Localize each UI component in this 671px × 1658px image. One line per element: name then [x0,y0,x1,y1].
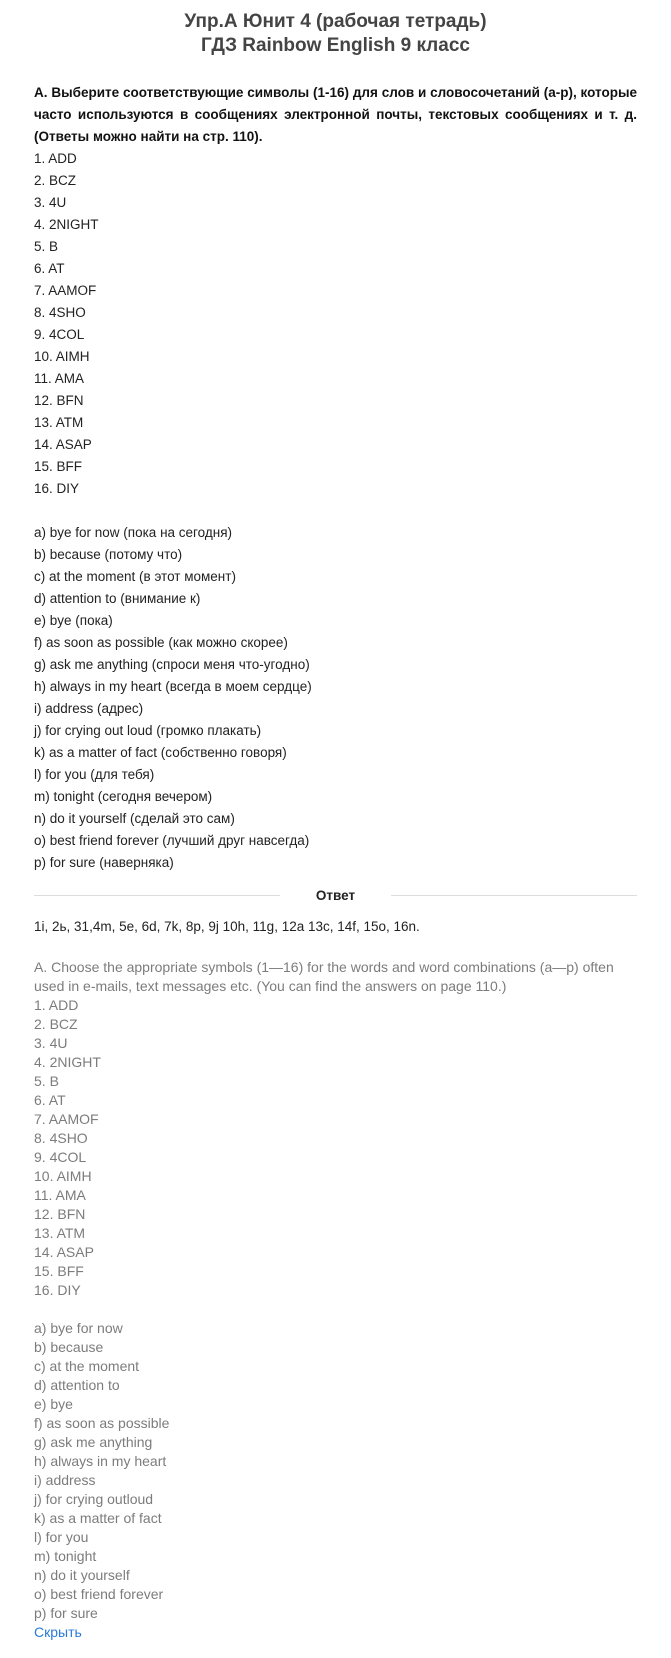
phrases-list [34,522,637,874]
task-content [0,82,671,1642]
translation-symbol-item: 16. DIY [34,1282,81,1298]
translation-block [34,958,637,1642]
symbol-item: 3. 4U [34,195,67,210]
translation-symbol-item: 15. BFF [34,1263,84,1279]
phrase-item: g) ask me anything (спроси меня что-угодно) [34,657,310,672]
answer-label: Ответ [315,887,356,903]
symbol-item: 15. BFF [34,459,83,474]
symbol-item: 14. ASAP [34,437,92,452]
symbol-item: 16. DIY [34,481,80,496]
phrase-item: c) at the moment (в этот момент) [34,569,236,584]
symbol-item: 2. BCZ [34,173,77,188]
translation-phrases-list [34,1319,637,1623]
symbol-item: 8. 4SHO [34,305,86,320]
translation-symbol-item: 3. 4U [34,1035,68,1051]
translation-symbol-item: 7. AAMOF [34,1111,99,1127]
phrase-item: p) for sure (наверняка) [34,855,174,870]
translation-phrase-item: a) bye for now [34,1320,123,1336]
phrase-item: n) do it yourself (сделай это сам) [34,811,235,826]
translation-phrase-item: i) address [34,1472,96,1488]
symbol-item: 9. 4COL [34,327,85,342]
translation-phrase-item: j) for crying outloud [34,1491,154,1507]
symbol-item: 6. AT [34,261,65,276]
translation-phrase-item: p) for sure [34,1605,98,1621]
translation-phrase-item: h) always in my heart [34,1453,167,1469]
answer-text: 1i, 2ь, 31,4m, 5e, 6d, 7k, 8p, 9j 10h, 11g, 12a 13c, 14f, 15o, 16n. [34,919,420,934]
translation-symbol-item: 2. BCZ [34,1016,78,1032]
translation-symbol-item: 14. ASAP [34,1244,94,1260]
translation-intro: A. Choose the appropriate symbols (1—16) for the words and word combinations (a—p) often used in e-mails, text messages etc. (You can find the answers on page 110.) [34,959,614,994]
translation-symbol-item: 9. 4COL [34,1149,87,1165]
symbol-item: 1. ADD [34,151,77,166]
phrase-item: e) bye (пока) [34,613,113,628]
title-line-1: Упр.А Юнит 4 (рабочая тетрадь) [184,11,487,32]
translation-phrase-item: d) attention to [34,1377,120,1393]
translation-phrase-item: m) tonight [34,1548,97,1564]
phrase-item: b) because (потому что) [34,547,183,562]
phrase-item: d) attention to (внимание к) [34,591,201,606]
hide-link[interactable]: Скрыть [34,1624,82,1640]
translation-symbol-item: 6. AT [34,1092,66,1108]
phrase-item: a) bye for now (пока на сегодня) [34,525,233,540]
phrase-item: m) tonight (сегодня вечером) [34,789,213,804]
translation-symbol-item: 12. BFN [34,1206,86,1222]
translation-symbol-item: 4. 2NIGHT [34,1054,101,1070]
translation-symbols-list [34,996,637,1300]
phrase-item: h) always in my heart (всегда в моем сердце) [34,679,312,694]
translation-phrase-item: o) best friend forever [34,1586,164,1602]
symbol-item: 5. B [34,239,59,254]
phrase-item: i) address (адрес) [34,701,144,716]
symbol-item: 13. ATM [34,415,84,430]
translation-symbol-item: 8. 4SHO [34,1130,88,1146]
phrase-item: l) for you (для тебя) [34,767,155,782]
translation-phrase-item: e) bye [34,1396,73,1412]
symbol-item: 4. 2NIGHT [34,217,99,232]
symbol-item: 7. AAMOF [34,283,97,298]
translation-symbol-item: 11. AMA [34,1187,86,1203]
title-line-2: ГДЗ Rainbow English 9 класс [201,35,470,56]
symbol-item: 11. AMA [34,371,85,386]
translation-symbol-item: 13. ATM [34,1225,86,1241]
answer-divider [34,884,637,906]
translation-phrase-item: c) at the moment [34,1358,140,1374]
translation-phrase-item: b) because [34,1339,104,1355]
phrase-item: j) for crying out loud (громко плакать) [34,723,262,738]
translation-symbol-item: 10. AIMH [34,1168,92,1184]
symbol-item: 12. BFN [34,393,84,408]
translation-phrase-item: k) as a matter of fact [34,1510,162,1526]
translation-phrase-item: n) do it yourself [34,1567,130,1583]
translation-symbol-item: 5. B [34,1073,59,1089]
translation-phrase-item: f) as soon as possible [34,1415,170,1431]
symbol-item: 10. AIMH [34,349,90,364]
task-intro: A. Выберите соответствующие символы (1-16) для слов и словосочетаний (a-p), которые часто используются в сообщениях электронной почты, текстовых сообщениях и т. д. (Ответы можно найти на стр. 110). [34,85,637,144]
phrase-item: k) as a matter of fact (собственно говоря) [34,745,287,760]
translation-phrase-item: l) for you [34,1529,89,1545]
page-title [0,10,671,58]
translation-symbol-item: 1. ADD [34,997,79,1013]
translation-phrase-item: g) ask me anything [34,1434,153,1450]
phrase-item: f) as soon as possible (как можно скорее) [34,635,288,650]
symbols-list [34,148,637,500]
phrase-item: o) best friend forever (лучший друг навсегда) [34,833,310,848]
